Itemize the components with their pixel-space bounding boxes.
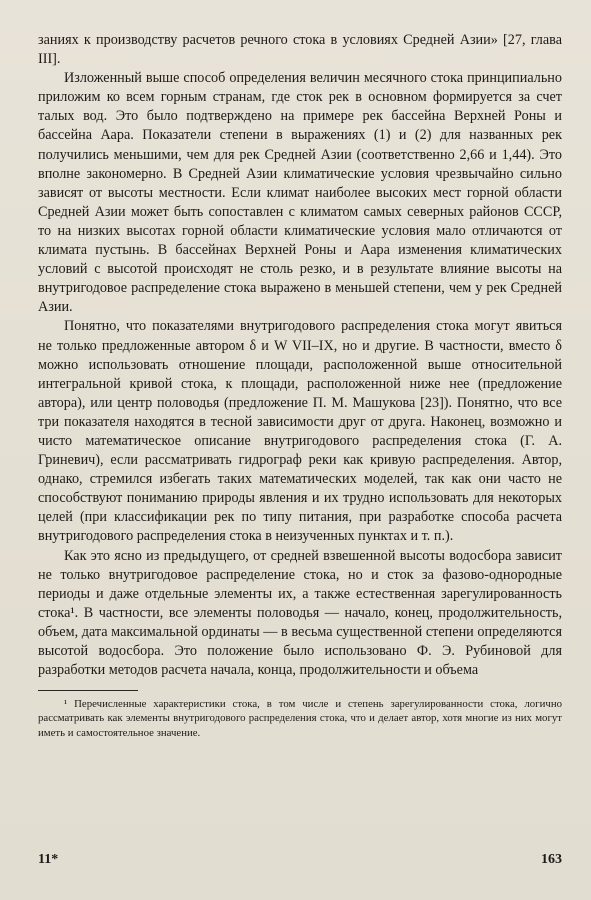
paragraph: Изложенный выше способ определения величин месячного стока принципиально приложим ко всем горным странам, где сток рек в основном формируется за счет талых вод. Это было подтверждено на примере рек бассейна Верхней Роны и бассейна Аара. Показатели степени в выражениях (1) и (2) для названных рек получились меньшими, чем для рек Средней Азии (соответственно 2,66 и 1,44). Это вполне закономерно. В Средней Азии климатические условия чрезвычайно сильно зависят от высоты местности. Если климат наиболее высоких мест горной области Средней Азии может быть сопоставлен с климатом самых северных районов СССР, то на низких высотах горной области климатические условия мало отличаются от климата пустынь. В бассейнах Верхней Роны и Аара изменения климатических условий с высотой происходят не столь резко, и в результате влияние высоты на внутригодовое распределение стока выражено в меньшей степени, чем у рек Средней Азии.	[38, 70, 562, 316]
page-number: 163	[541, 852, 562, 867]
footnote-divider	[38, 690, 138, 691]
signature-mark: 11*	[38, 852, 59, 867]
paragraph: Понятно, что показателями внутригодового распределения стока могут явиться не только предложенные автором δ и W VII–IX, но и другие. В частности, вместо δ можно использовать отношение площади, расположенной выше относительной интегральной кривой стока, к площади, расположенной ниже нее (предложение автора), или центр половодья (предложение П. М. Машукова [23]). Понятно, что все три показателя находятся в тесной зависимости друг от друга. Наконец, возможно и чисто математическое описание внутригодового распределения стока (Г. А. Гриневич), если рассматривать гидрограф реки как кривую распределения. Автор, однако, стремился избегать таких математических моделей, так как они часто не способствуют пониманию природы явления и их трудно использовать для некоторых целей (при классификации рек по типу питания, при разработке способа расчета внутригодового распределения стока в неизученных пунктах и т. п.).	[38, 318, 562, 545]
paragraph-continuation: заниях к производству расчетов речного стока в условиях Средней Азии» [27, глава III].	[38, 32, 562, 68]
paragraph: Как это ясно из предыдущего, от средней взвешенной высоты водосбора зависит не только внутригодовое распределение стока, но и сток за фазово-однородные периоды и даже отдельные элементы их, а также естественная зарегулированность стока¹. В частности, все элементы половодья — начало, конец, продолжительность, объем, дата максимальной ординаты — в весьма существенной степени определяются высотой водосбора. Это положение было использовано Ф. Э. Рубиновой для разработки методов расчета начала, конца, продолжительности и объема	[38, 547, 562, 679]
footnote: ¹ Перечисленные характеристики стока, в том числе и степень зарегулированности стока, логично рассматривать как элементы внутригодового распределения стока, что и делает автор, хотя многие из них могут иметь и самостоятельное значение.	[38, 698, 562, 739]
page-footer	[38, 852, 562, 868]
body-text	[38, 31, 562, 680]
